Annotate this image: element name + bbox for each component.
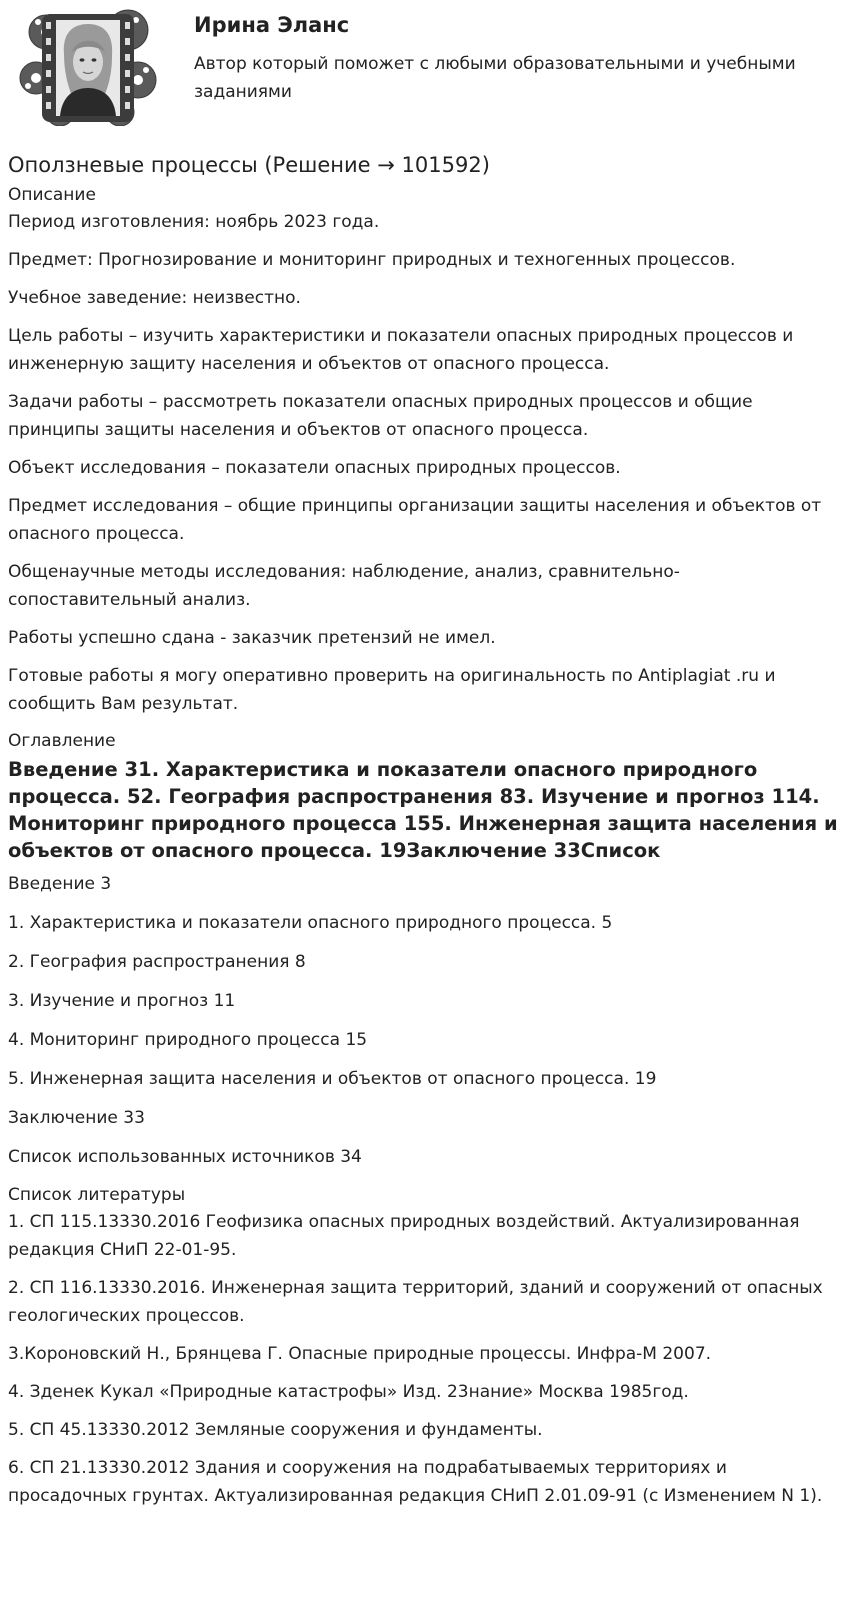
- description-paragraph: Цель работы – изучить характеристики и показатели опасных природных процессов и инженерную защиту населения и объектов от опасного процесса.: [8, 326, 794, 374]
- author-description: Автор который поможет с любыми образовательными и учебными заданиями: [194, 54, 796, 102]
- toc-item: 5. Инженерная защита населения и объектов от опасного процесса. 19: [8, 1069, 657, 1089]
- toc-item: Введение 3: [8, 874, 112, 894]
- toc-bold-summary: Введение 31. Характеристика и показатели опасного природного процесса. 52. География распространения 83. Изучение и прогноз 114. Мониторинг природного процесса 155. Инженерная защита населения и объектов от опасного процесса. 19Заключение 33Список: [8, 758, 838, 862]
- description-heading: Описание: [8, 185, 96, 205]
- literature-item: 4. Зденек Кукал «Природные катастрофы» Изд. 23нание» Москва 1985год.: [8, 1382, 689, 1402]
- description-paragraph: Учебное заведение: неизвестно.: [8, 288, 301, 308]
- literature-item: 2. СП 116.13330.2016. Инженерная защита территорий, зданий и сооружений от опасных геологических процессов.: [8, 1278, 823, 1326]
- description-paragraph: Период изготовления: ноябрь 2023 года.: [8, 212, 380, 232]
- toc-item: 1. Характеристика и показатели опасного природного процесса. 5: [8, 913, 613, 933]
- description-section: [8, 208, 839, 718]
- description-paragraph: Работы успешно сдана - заказчик претензий не имел.: [8, 628, 496, 648]
- description-paragraph: Общенаучные методы исследования: наблюдение, анализ, сравнительно-сопоставительный анализ.: [8, 562, 680, 610]
- literature-heading: Список литературы: [8, 1185, 186, 1205]
- literature-item: 6. СП 21.13330.2012 Здания и сооружения на подрабатываемых территориях и просадочных грунтах. Актуализированная редакция СНиП 2.01.09-91 (с Изменением N 1).: [8, 1458, 823, 1506]
- toc-list: [8, 870, 839, 1171]
- description-paragraph: Готовые работы я могу оперативно проверить на оригинальность по Antiplagiat .ru и сообщить Вам результат.: [8, 666, 776, 714]
- document-title: Оползневые процессы (Решение → 101592): [8, 153, 490, 177]
- description-paragraph: Предмет исследования – общие принципы организации защиты населения и объектов от опасного процесса.: [8, 496, 822, 544]
- author-header: [8, 0, 839, 132]
- literature-item: 1. СП 115.13330.2016 Геофизика опасных природных воздействий. Актуализированная редакция СНиП 22-01-95.: [8, 1212, 800, 1260]
- description-paragraph: Предмет: Прогнозирование и мониторинг природных и техногенных процессов.: [8, 250, 736, 270]
- toc-item: Заключение 33: [8, 1108, 145, 1128]
- toc-heading: Оглавление: [8, 731, 116, 751]
- literature-item: 3.Короновский Н., Брянцева Г. Опасные природные процессы. Инфра-М 2007.: [8, 1344, 712, 1364]
- description-paragraph: Задачи работы – рассмотреть показатели опасных природных процессов и общие принципы защиты населения и объектов от опасного процесса.: [8, 392, 753, 440]
- toc-item: Список использованных источников 34: [8, 1147, 362, 1167]
- toc-item: 4. Мониторинг природного процесса 15: [8, 1030, 368, 1050]
- toc-item: 2. География распространения 8: [8, 952, 306, 972]
- toc-item: 3. Изучение и прогноз 11: [8, 991, 236, 1011]
- author-avatar-icon: [16, 8, 158, 126]
- description-paragraph: Объект исследования – показатели опасных природных процессов.: [8, 458, 621, 478]
- literature-list: [8, 1208, 839, 1510]
- literature-item: 5. СП 45.13330.2012 Земляные сооружения и фундаменты.: [8, 1420, 543, 1440]
- author-name: Ирина Эланс: [194, 13, 350, 37]
